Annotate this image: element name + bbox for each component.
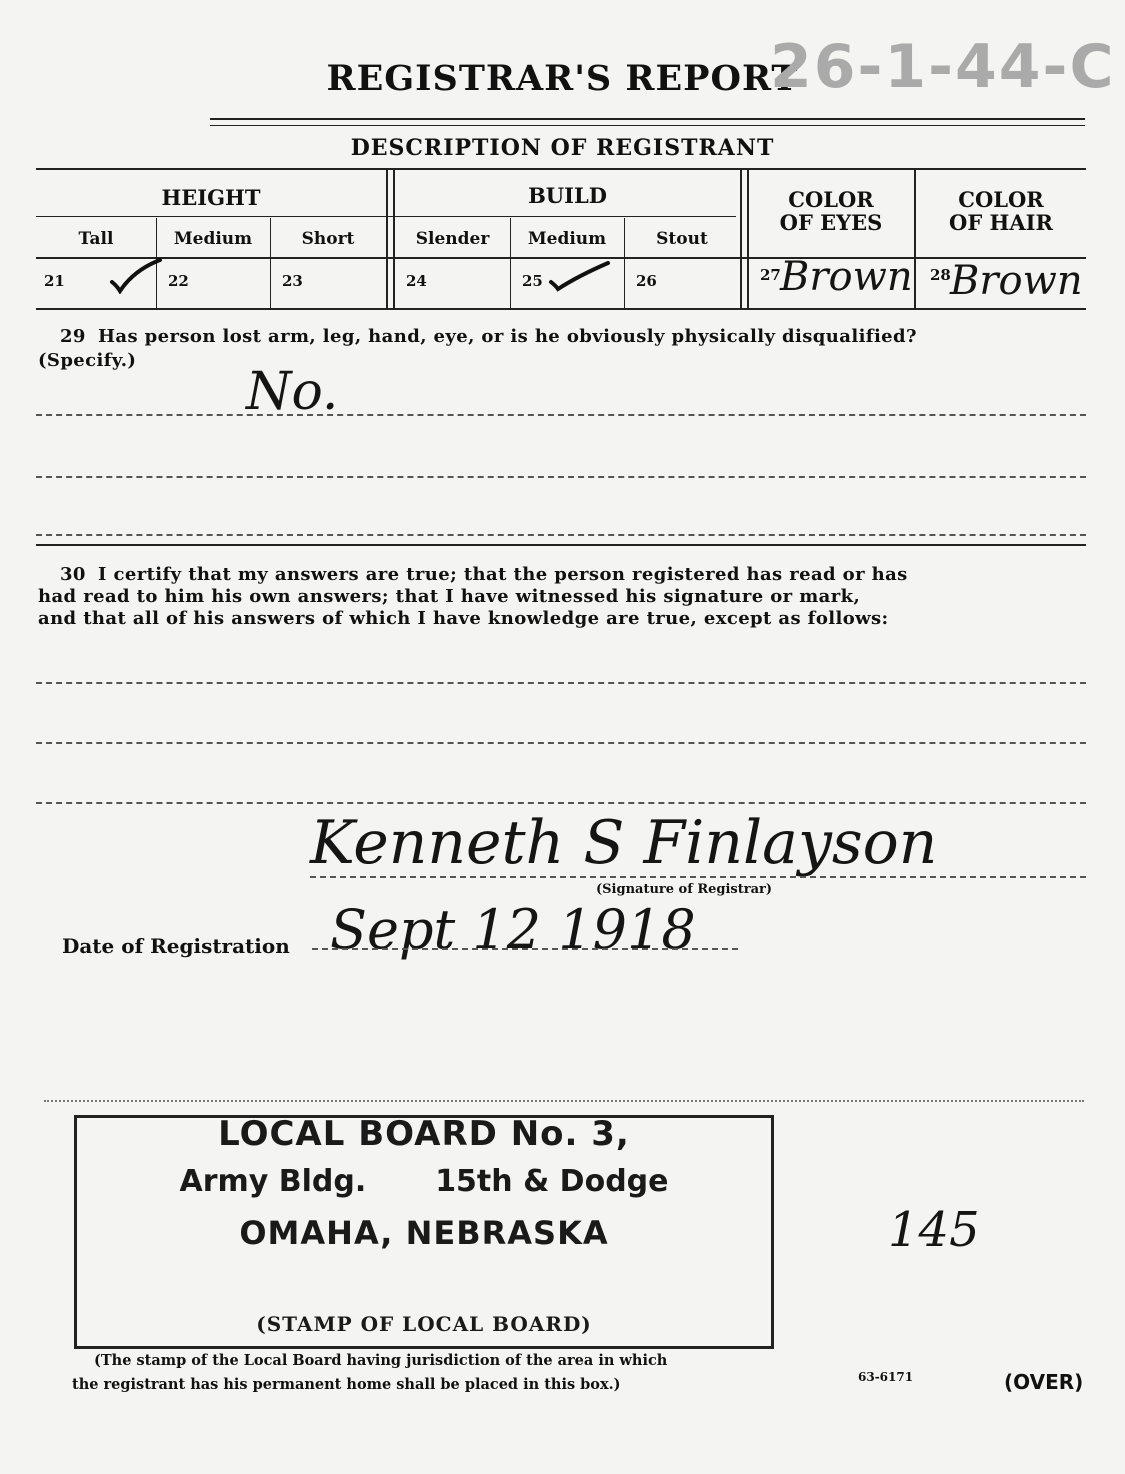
height-option-tall: Tall (78, 229, 114, 249)
stamp-caption: (STAMP OF LOCAL BOARD) (256, 1312, 592, 1336)
date-line (312, 948, 738, 950)
answer-line (36, 742, 1086, 744)
eye-color-handwritten: Brown (780, 254, 913, 300)
eyes-header-line1: COLOR (788, 187, 874, 212)
build-option-stout: Stout (656, 229, 708, 249)
divider (210, 118, 1085, 120)
answer-line (36, 534, 1086, 536)
field-number: 21 (44, 272, 65, 290)
question-30-number: 30 (60, 564, 86, 585)
table-bottom-rule (36, 308, 1086, 310)
build-header: BUILD (528, 183, 607, 208)
answer-line (36, 476, 1086, 478)
field-number: 28 (930, 266, 951, 284)
table-divider (386, 170, 388, 308)
signature-line (310, 876, 1086, 878)
field-number: 25 (522, 272, 543, 290)
answer-line (36, 682, 1086, 684)
question-29-specify: (Specify.) (38, 350, 137, 371)
stamp-street: 15th & Dodge (435, 1164, 669, 1199)
over-note: (OVER) (1004, 1370, 1084, 1394)
question-30-line2: had read to him his own answers; that I have witnessed his signature or mark, (38, 586, 861, 607)
page-title: REGISTRAR'S REPORT (326, 58, 799, 99)
eyes-header (748, 188, 914, 234)
table-top-rule (36, 168, 1086, 170)
stamp-board-name: LOCAL BOARD No. 3, (218, 1114, 630, 1154)
form-code: 63-6171 (858, 1370, 914, 1384)
check-mark-icon (108, 258, 164, 294)
registrar-signature: Kenneth S Finlayson (310, 808, 938, 878)
field-number: 23 (282, 272, 303, 290)
question-29-text: Has person lost arm, leg, hand, eye, or is he obviously physically disqualified? (98, 326, 917, 347)
check-mark-icon (548, 260, 612, 292)
divider (210, 125, 1085, 126)
height-option-medium: Medium (173, 229, 253, 249)
margin-handwritten-number: 145 (888, 1202, 980, 1258)
table-divider (740, 170, 742, 308)
serial-stamp: 26-1-44-C (770, 32, 1116, 102)
signature-caption: (Signature of Registrar) (596, 882, 773, 897)
stamp-address (77, 1164, 771, 1199)
build-option-slender: Slender (415, 229, 490, 249)
stamp-note-line2: the registrant has his permanent home shall be placed in this box.) (72, 1376, 621, 1393)
section-divider (44, 1100, 1084, 1102)
stamp-city: OMAHA, NEBRASKA (239, 1214, 609, 1252)
answer-line (36, 802, 1086, 804)
hair-header (916, 188, 1086, 234)
field-number: 26 (636, 272, 657, 290)
height-header: HEIGHT (161, 185, 261, 210)
eyes-header-line2: OF EYES (779, 210, 883, 235)
registration-date: Sept 12 1918 (330, 898, 696, 961)
table-header-rule (36, 257, 1086, 259)
section-subtitle: DESCRIPTION OF REGISTRANT (350, 135, 775, 161)
field-number: 24 (406, 272, 427, 290)
registration-date-label: Date of Registration (62, 934, 290, 958)
field-number: 27 (760, 266, 781, 284)
stamp-note-line1: (The stamp of the Local Board having jurisdiction of the area in which (94, 1352, 668, 1369)
height-option-short: Short (301, 229, 355, 249)
hair-header-line2: OF HAIR (949, 210, 1053, 235)
build-option-medium: Medium (527, 229, 607, 249)
hair-color-handwritten: Brown (950, 258, 1083, 304)
question-29-number: 29 (60, 326, 86, 347)
section-divider (36, 544, 1086, 546)
answer-line (36, 414, 1086, 416)
field-number: 22 (168, 272, 189, 290)
stamp-building: Army Bldg. (179, 1164, 367, 1199)
hair-header-line1: COLOR (958, 187, 1044, 212)
question-30-line3: and that all of his answers of which I have knowledge are true, except as follows: (38, 608, 889, 629)
question-30-line1: I certify that my answers are true; that the person registered has read or has (98, 564, 908, 585)
question-29-answer: No. (246, 362, 339, 422)
local-board-stamp-box (74, 1115, 774, 1349)
